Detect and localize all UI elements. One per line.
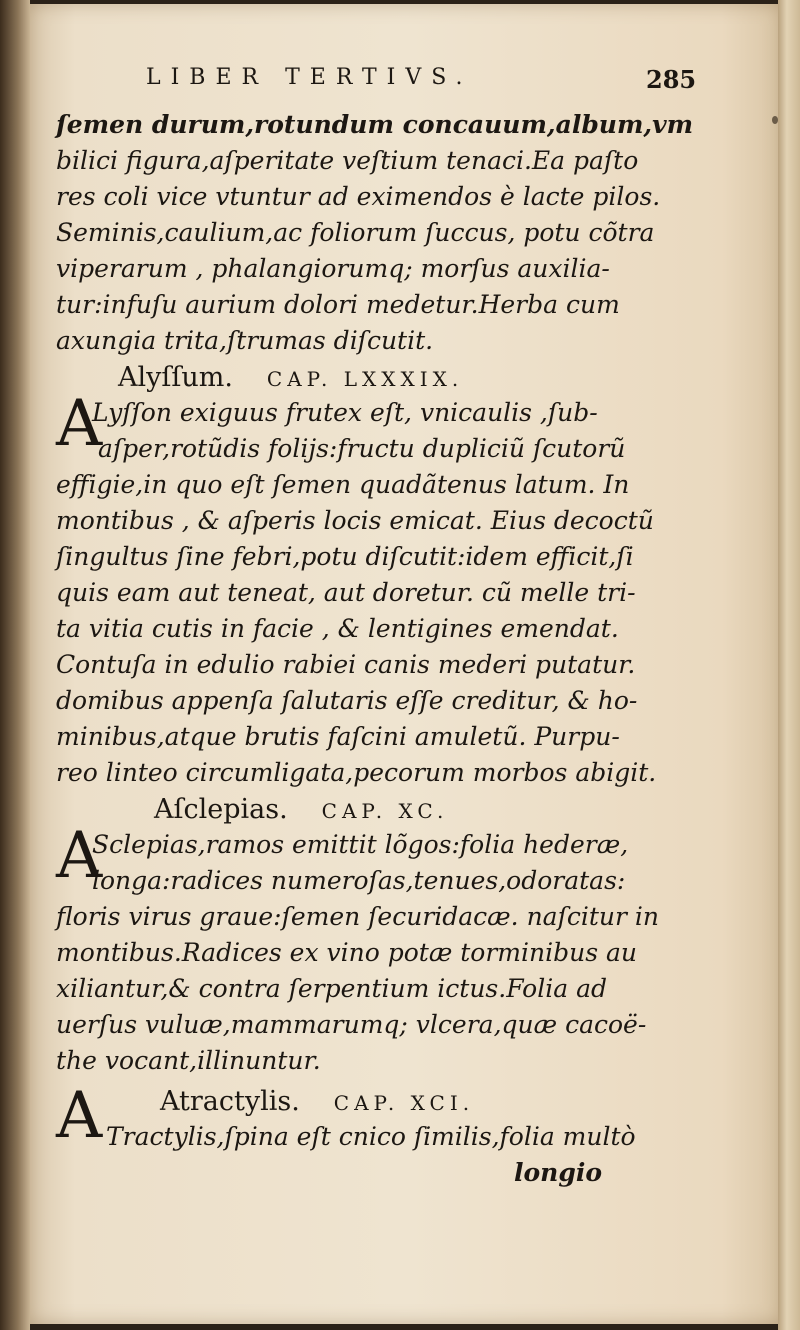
- section-title: Alyſſum.: [118, 362, 233, 393]
- text-line: uerſus vuluæ,mammarumq; vlcera,quæ cacoë-: [56, 1010, 647, 1039]
- text-line: the vocant,illinuntur.: [56, 1046, 321, 1075]
- page-fore-edge: [778, 0, 800, 1330]
- text-line: Seminis,caulium,ac foliorum ſuccus, potu cõtra: [56, 218, 655, 247]
- text-line: reo linteo circumligata,pecorum morbos abigit.: [56, 758, 657, 787]
- section-title: Aſclepias.: [154, 794, 288, 825]
- drop-initial: A: [56, 1079, 103, 1153]
- text-line: tur:infuſu aurium dolori medetur.Herba cum: [56, 290, 620, 319]
- text-line: longa:radices numeroſas,tenues,odoratas:: [92, 866, 626, 895]
- text-line: res coli vice vtuntur ad eximendos è lacte pilos.: [56, 182, 661, 211]
- text-line: ſemen durum,rotundum concauum,album,vm: [56, 110, 694, 139]
- text-line: montibus.Radices ex vino potæ torminibus au: [56, 938, 637, 967]
- text-line: aſper,rotũdis folijs:fructu dupliciũ ſcutorũ: [98, 434, 626, 463]
- text-line: viperarum , phalangiorumq; morſus auxilia-: [56, 254, 610, 283]
- catchword: longio: [514, 1158, 603, 1187]
- text-line: quis eam aut teneat, aut doretur. cũ melle tri-: [56, 578, 636, 607]
- text-line: minibus,atque brutis faſcini amuletũ. Purpu-: [56, 722, 620, 751]
- drop-initial: A: [56, 819, 103, 893]
- text-line: ta vitia cutis in facie , & lentigines emendat.: [56, 614, 619, 643]
- text-line: domibus appenſa ſalutaris eſſe creditur, & ho-: [56, 686, 638, 715]
- chapter-number: CAP. XC.: [321, 799, 449, 823]
- text-line: bilici figura,aſperitate veſtium tenaci.Ea paſto: [56, 146, 639, 175]
- text-line: Contuſa in edulio rabiei canis mederi putatur.: [56, 650, 636, 679]
- text-line: effigie,in quo eſt ſemen quadãtenus latum. In: [56, 470, 630, 499]
- text-line: Tractylis,ſpina eſt cnico ſimilis,folia multò: [106, 1122, 636, 1151]
- section-heading: [154, 794, 448, 825]
- drop-initial: A: [56, 387, 103, 461]
- text-line: floris virus graue:ſemen ſecuridacæ. naſcitur in: [56, 902, 659, 931]
- text-line: xiliantur,& contra ſerpentium ictus.Folia ad: [56, 974, 607, 1003]
- section-heading: [160, 1086, 474, 1117]
- text-line: Sclepias,ramos emittit lõgos:folia hederæ,: [92, 830, 629, 859]
- text-line: Lyſſon exiguus frutex eſt, vnicaulis ,ſub-: [92, 398, 598, 427]
- folio-number: 285: [646, 65, 697, 94]
- page-binding-shadow: [0, 0, 30, 1330]
- chapter-number: CAP. LXXXIX.: [266, 367, 464, 391]
- text-line: ſingultus ſine febri,potu diſcutit:idem efficit,ſi: [56, 542, 634, 571]
- chapter-number: CAP. XCI.: [333, 1091, 475, 1115]
- text-line: montibus , & aſperis locis emicat. Eius decoctũ: [56, 506, 654, 535]
- section-title: Atractylis.: [160, 1086, 300, 1117]
- running-title: LIBER TERTIVS.: [146, 65, 473, 90]
- section-heading: [118, 362, 463, 393]
- text-line: axungia trita,ſtrumas diſcutit.: [56, 326, 434, 355]
